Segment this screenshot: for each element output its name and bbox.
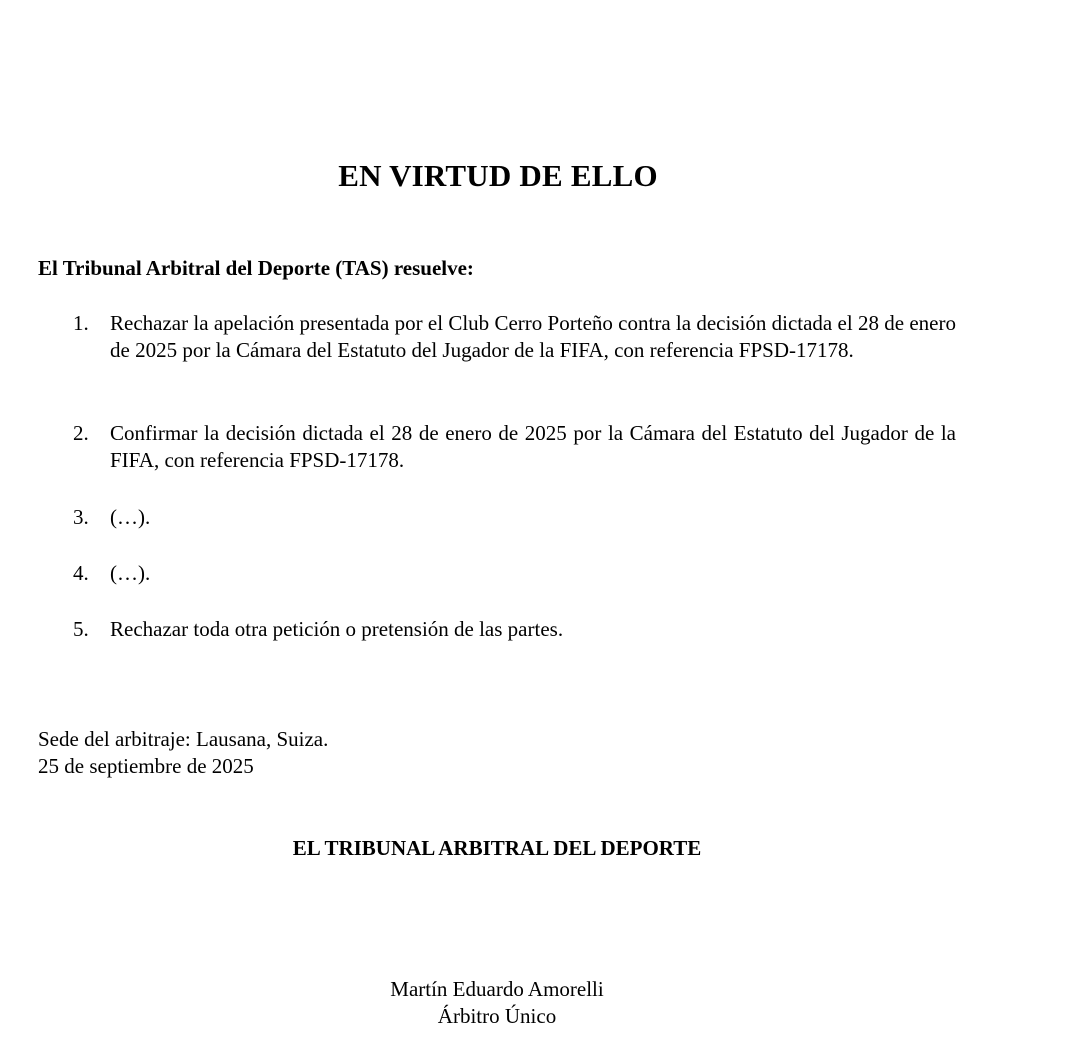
tribunal-name: EL TRIBUNAL ARBITRAL DEL DEPORTE <box>292 836 702 860</box>
list-item-number: 5. <box>73 617 89 641</box>
list-item-number: 2. <box>73 421 89 445</box>
resolution-intro: El Tribunal Arbitral del Deporte (TAS) resuelve: <box>38 256 474 280</box>
list-item-number: 4. <box>73 561 89 585</box>
signatory-role: Árbitro Único <box>437 1004 557 1028</box>
list-item-text: Rechazar la apelación presentada por el Club Cerro Porteño contra la decisión dictada el 28 de enero de 2025 por la Cámara del Estatuto del Jugador de la FIFA, con referencia FPSD-17178. <box>110 311 956 362</box>
list-item-text: (…). <box>110 505 151 529</box>
list-item-text: Confirmar la decisión dictada el 28 de enero de 2025 por la Cámara del Estatuto del Jugador de la FIFA, con referencia FPSD-17178. <box>110 421 956 472</box>
signatory-name: Martín Eduardo Amorelli <box>390 977 604 1001</box>
list-item-text: (…). <box>110 561 151 585</box>
decision-date: 25 de septiembre de 2025 <box>38 754 254 778</box>
list-item-number: 3. <box>73 505 89 529</box>
list-item-number: 1. <box>73 311 89 335</box>
section-heading: EN VIRTUD DE ELLO <box>338 158 658 193</box>
list-item-text: Rechazar toda otra petición o pretensión de las partes. <box>110 617 564 641</box>
arbitration-seat: Sede del arbitraje: Lausana, Suiza. <box>38 727 329 751</box>
